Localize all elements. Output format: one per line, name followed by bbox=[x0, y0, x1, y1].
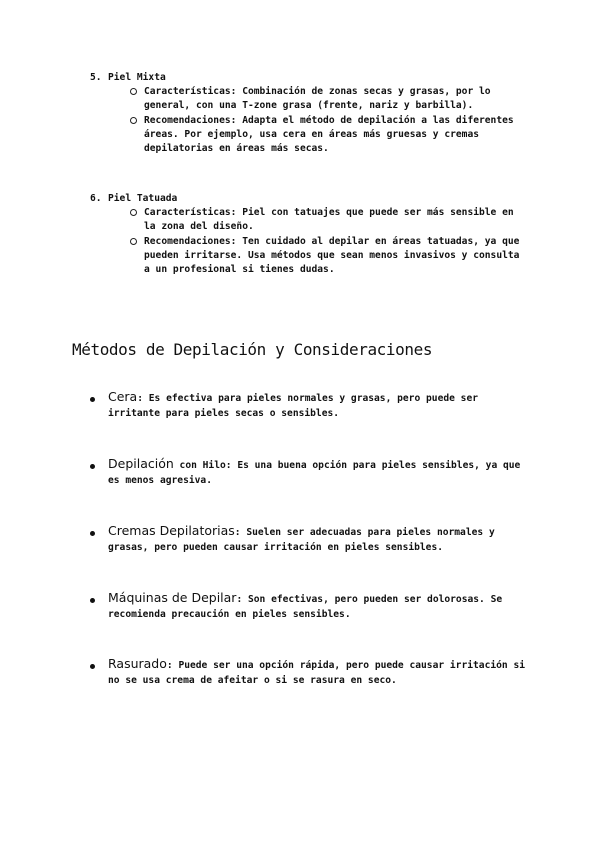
hollow-bullet-icon bbox=[130, 209, 137, 216]
list-item-rasurado bbox=[90, 657, 530, 688]
hollow-bullet-icon bbox=[130, 117, 137, 124]
list-item-cremas-depilatorias bbox=[90, 524, 530, 555]
sub-list-item bbox=[90, 206, 530, 234]
hollow-bullet-icon bbox=[130, 88, 137, 95]
sub-item-text: Recomendaciones: Ten cuidado al depilar en áreas tatuadas, ya que pueden irritarse. Usa métodos que sean menos invasivos y consulta a un profesional si tienes dudas. bbox=[144, 236, 520, 275]
list-item-cera bbox=[90, 390, 530, 421]
item-number: 5. bbox=[90, 72, 102, 83]
list-item-maquinas-depilar bbox=[90, 591, 530, 622]
sub-list-item bbox=[90, 235, 530, 277]
method-term: Cremas Depilatorias bbox=[108, 523, 235, 538]
item-title-text: Piel Tatuada bbox=[108, 193, 178, 204]
bullet-icon bbox=[90, 664, 95, 669]
method-term: Depilación bbox=[108, 456, 174, 471]
list-item-depilacion-hilo bbox=[90, 457, 530, 488]
sub-item-text: Recomendaciones: Adapta el método de depilación a las diferentes áreas. Por ejemplo, usa cera en áreas más gruesas y cremas depilatorias en áreas más secas. bbox=[144, 115, 514, 154]
method-description: con Hilo: Es una buena opción para pieles sensibles, ya que es menos agresiva. bbox=[108, 460, 521, 486]
bullet-icon bbox=[90, 464, 95, 469]
bullet-icon bbox=[90, 598, 95, 603]
method-term: Rasurado bbox=[108, 656, 167, 671]
method-term: Máquinas de Depilar bbox=[108, 590, 237, 605]
sub-item-text: Características: Combinación de zonas secas y grasas, por lo general, con una T-zone grasa (frente, nariz y barbilla). bbox=[144, 86, 491, 111]
sub-list-item bbox=[90, 114, 530, 156]
section-heading: Métodos de Depilación y Consideraciones bbox=[72, 340, 433, 359]
bullet-icon bbox=[90, 397, 95, 402]
numbered-item-piel-tatuada bbox=[90, 192, 530, 277]
numbered-item-piel-mixta bbox=[90, 71, 530, 156]
method-description: : Son efectivas, pero pueden ser dolorosas. Se recomienda precaución en pieles sensibles. bbox=[108, 594, 503, 620]
method-description: : Puede ser una opción rápida, pero puede causar irritación si no se usa crema de afeitar o si se rasura en seco. bbox=[108, 660, 525, 686]
sub-item-text: Características: Piel con tatuajes que puede ser más sensible en la zona del diseño. bbox=[144, 207, 514, 232]
numbered-item-title bbox=[90, 71, 530, 84]
method-term: Cera bbox=[108, 389, 138, 404]
sub-list-item bbox=[90, 85, 530, 113]
item-number: 6. bbox=[90, 193, 102, 204]
method-description: : Suelen ser adecuadas para pieles normales y grasas, pero pueden causar irritación en pieles sensibles. bbox=[108, 527, 495, 553]
item-title-text: Piel Mixta bbox=[108, 72, 166, 83]
hollow-bullet-icon bbox=[130, 238, 137, 245]
numbered-item-title bbox=[90, 192, 530, 205]
method-description: : Es efectiva para pieles normales y grasas, pero puede ser irritante para pieles secas o sensibles. bbox=[108, 393, 478, 419]
bullet-icon bbox=[90, 531, 95, 536]
